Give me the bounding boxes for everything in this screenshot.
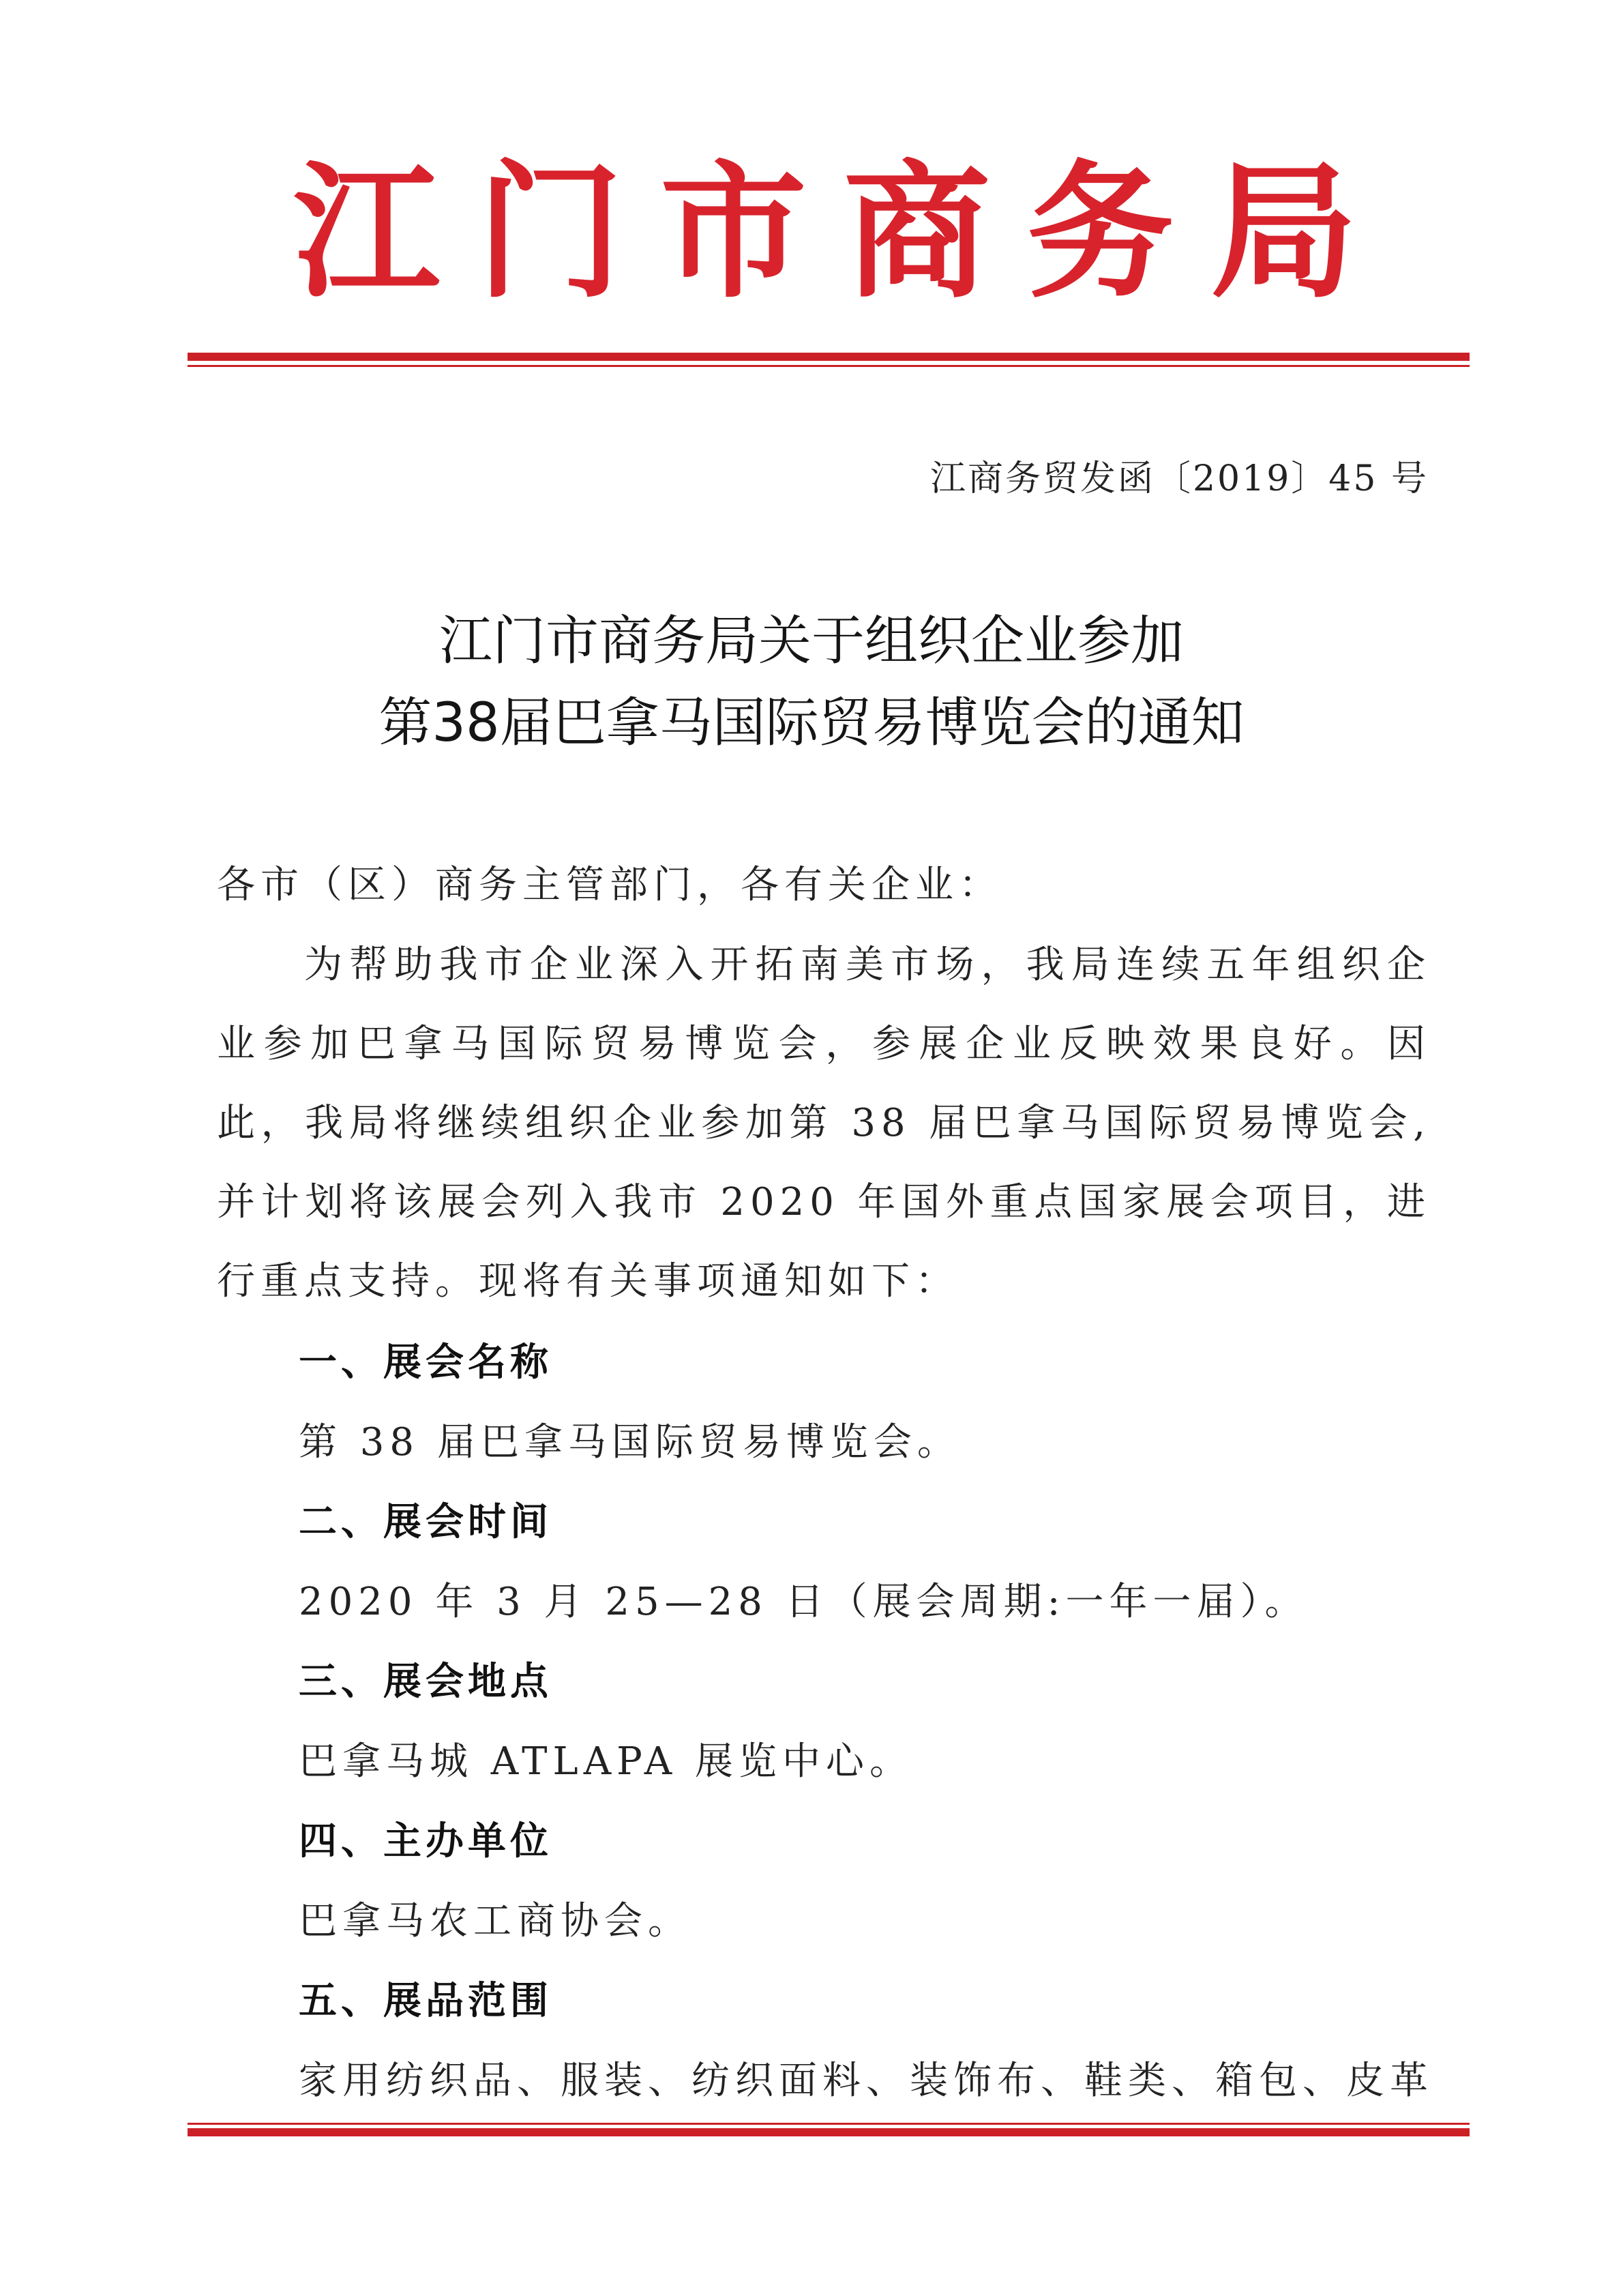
section-heading: 五、展品范围 xyxy=(299,1979,552,2023)
section-content: 2020 年 3 月 25—28 日（展会周期:一年一届）。 xyxy=(299,1580,1309,1624)
salutation: 各市（区）商务主管部门，各有关企业： xyxy=(217,863,1002,907)
letterhead-char: 门 xyxy=(477,145,623,318)
section-content: 巴拿马农工商协会。 xyxy=(299,1899,691,1943)
section-heading: 一、展会名称 xyxy=(299,1340,552,1385)
letterhead xyxy=(293,147,1357,317)
footer-rule-thick xyxy=(188,2128,1470,2136)
section-heading: 二、展会时间 xyxy=(299,1500,552,1544)
title-line-1: 江门市商务局关于组织企业参加 xyxy=(438,610,1184,672)
section-content: 家用纺织品、服装、纺织面料、装饰布、鞋类、箱包、皮革 xyxy=(299,2059,1433,2103)
letterhead-char: 市 xyxy=(660,145,807,318)
header-rule-thick xyxy=(188,353,1470,361)
letterhead-char: 江 xyxy=(293,145,440,318)
section-heading: 三、展会地点 xyxy=(299,1660,552,1704)
letterhead-char: 商 xyxy=(844,145,990,318)
title-line-2: 第38届巴拿马国际贸易博览会的通知 xyxy=(378,692,1245,754)
header-rule-thin xyxy=(188,365,1470,367)
section-content: 第 38 届巴拿马国际贸易博览会。 xyxy=(299,1420,961,1465)
letterhead-char: 局 xyxy=(1210,145,1357,318)
section-content: 巴拿马城 ATLAPA 展览中心。 xyxy=(299,1739,913,1784)
document-number: 江商务贸发函〔2019〕45 号 xyxy=(929,458,1429,499)
document-title xyxy=(0,600,1623,764)
footer-rule-thin xyxy=(188,2123,1470,2125)
section-heading: 四、主办单位 xyxy=(299,1819,552,1864)
letterhead-char: 务 xyxy=(1027,145,1174,318)
intro-paragraph: 为帮助我市企业深入开拓南美市场，我局连续五年组织企业参加巴拿马国际贸易博览会，参展企业反映效果良好。因此，我局将继续组织企业参加第 38 届巴拿马国际贸易博览会,并计划将该展会列入我市 2020 年国外重点国家展会项目，进行重点支持。现将有关事项通知如下： xyxy=(217,943,1431,1304)
